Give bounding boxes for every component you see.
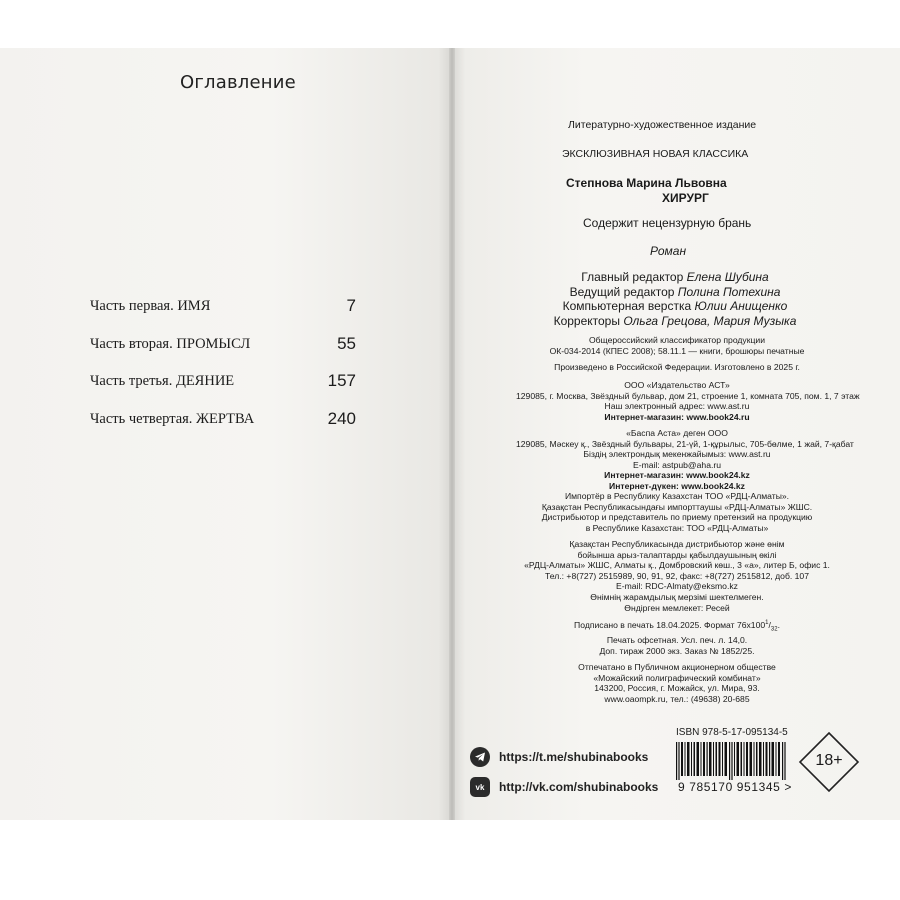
print-line: Доп. тираж 2000 экз. Заказ № 1852/25. [599,645,755,656]
imprint-warning: Содержит нецензурную брань [583,216,752,230]
imprint-credits [530,270,820,328]
toc-item-name: Часть третья. ДЕЯНИЕ [90,373,235,389]
printer-block [516,662,838,704]
toc-item [90,408,356,449]
toc-item [90,333,356,374]
barcode-number: 9 785170 951345 > [678,780,792,794]
importer-line: Қазақстан Республикасындағы импорттаушы «РДЦ-Алматы» ЖШС. [541,501,813,512]
distributor-line: Тел.: +8(727) 2515989, 90, 91, 92, факс: +8(727) 2515812, доб. 107 [544,570,809,581]
toc-item-page: 240 [327,408,356,428]
toc-item [90,298,356,336]
credit-names: Юлии Анищенко [694,299,788,314]
distributor-line: «РДЦ-Алматы» ЖШС, Алматы қ., Домбровский көш., 3 «а», литер Б, офис 1. [524,560,830,571]
classifier-block [516,335,838,356]
toc-item-page: 157 [327,371,356,390]
toc-item-name: Часть первая. ИМЯ [90,298,211,314]
book-gutter [449,48,455,820]
credit-row [530,299,820,314]
printer-line: Отпечатано в Публичном акционерном обществе [578,662,776,672]
classifier-line: ОК-034-2014 (КПЕС 2008); 58.11.1 — книги, брошюры печатные [549,345,805,356]
kz-line: E-mail: astpub@aha.ru [632,459,722,470]
kz-line: Біздің электрондық мекенжайымыз: www.ast.ru [583,449,771,460]
imprint-form: Роман [650,244,687,258]
vk-link[interactable] [470,776,658,798]
vk-icon: vk [470,777,490,797]
credit-role: Корректоры [553,313,620,328]
distributor-line: Қазақстан Республикасында дистрибьютор және өнім [569,539,785,549]
distributor-line: бойынша арыз-талаптарды қабылдаушының өкілі [577,549,777,560]
telegram-icon [470,747,490,767]
kz-shop: Интернет-магазин: www.book24.kz [604,470,750,481]
credit-role: Компьютерная верстка [562,299,692,314]
publisher-line: 129085, г. Москва, Звёздный бульвар, дом 21, строение 1, комната 705, пом. 1, 7 этаж [516,390,860,401]
print-line: Печать офсетная. Усл. печ. л. 14,0. [606,635,748,646]
vk-url[interactable]: http://vk.com/shubinabooks [499,780,659,794]
imprint-author: Степнова Марина Львовна [566,176,727,190]
publisher-shop: Интернет-магазин: www.book24.ru [604,411,750,422]
print-block [516,618,838,656]
toc-list [90,298,356,448]
imprint-title: ХИРУРГ [662,191,709,205]
kz-shop: Интернет-дүкен: www.book24.kz [609,480,745,491]
barcode [676,742,786,780]
importer-line: в Республике Казахстан: ТОО «РДЦ-Алматы» [585,522,769,533]
telegram-url[interactable]: https://t.me/shubinabooks [499,750,649,764]
credit-row [530,270,820,285]
publisher-block [516,380,860,422]
kz-line: «Баспа Аста» деген ООО [626,428,728,438]
credit-role: Главный редактор [581,270,684,284]
print-line: Подписано в печать 18.04.2025. Формат $76x100^1/_{32}$. [574,619,780,633]
imprint-series: ЭКСКЛЮЗИВНАЯ НОВАЯ КЛАССИКА [562,148,749,160]
credit-row [530,285,820,300]
telegram-link[interactable] [470,746,648,768]
importer-line: Дистрибьютор и представитель по приему претензий на продукцию [541,512,813,523]
credit-names: Полина Потехина [677,284,781,299]
isbn: ISBN 978-5-17-095134-5 [676,727,788,738]
print-frac-den: 32 [770,626,778,633]
credit-row [530,314,820,329]
toc-item [90,373,356,411]
credit-names: Ольга Грецова, Мария Музыка [623,313,797,328]
imprint-genre: Литературно-художественное издание [568,119,757,131]
printer-line: www.oaompk.ru, тел.: (49638) 20-685 [604,693,750,704]
produced-line [516,362,838,373]
kz-publisher-block [516,428,854,492]
toc-item-name: Часть четвертая. ЖЕРТВА [90,410,255,427]
credit-role: Ведущий редактор [569,284,675,299]
printer-line: 143200, Россия, г. Можайск, ул. Мира, 93. [594,683,760,694]
toc-item-page: 55 [337,333,356,353]
importer-block [516,491,838,533]
kz-line: 129085, Мәскеу қ., Звёздный бульвары, 21-үй, 1-құрылыс, 705-бөлме, 1 жай, 7-қабат [516,438,854,449]
importer-line: Импортёр в Республику Казахстан ТОО «РДЦ-Алматы». [564,491,790,501]
publisher-line: ООО «Издательство АСТ» [624,380,730,390]
age-rating: 18+ [815,752,843,769]
distributor-line: Өндірген мемлекет: Ресей [624,602,730,613]
credit-names: Елена Шубина [686,270,769,284]
print-frac-num: 1 [765,620,769,626]
classifier-line: Общероссийский классификатор продукции [588,335,766,345]
toc-item-name: Часть вторая. ПРОМЫСЛ [90,335,251,352]
distributor-line: Өнімнің жарамдылық мерзімі шектелмеген. [590,591,764,602]
distributor-block [516,539,838,613]
produced-text: Произведено в Российской Федерации. Изготовлено в 2025 г. [554,362,800,372]
toc-title: Оглавление [180,72,296,93]
publisher-line: Наш электронный адрес: www.ast.ru [604,401,750,412]
print-format: Подписано в печать 18.04.2025. Формат 76x100 [574,619,766,630]
printer-line: «Можайский полиграфический комбинат» [593,672,761,683]
toc-item-page: 7 [346,296,356,315]
distributor-line: E-mail: RDC-Almaty@eksmo.kz [616,581,738,592]
